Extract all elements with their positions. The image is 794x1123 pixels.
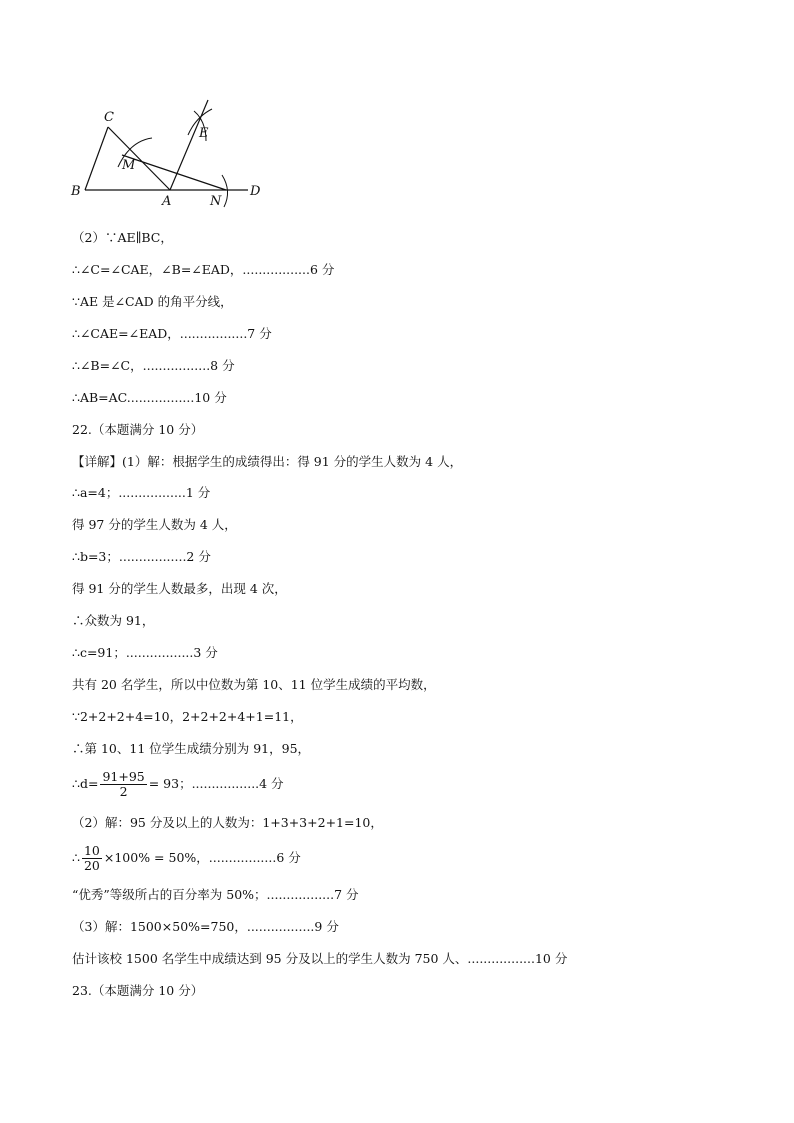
part2-line-3: ∵AE 是∠CAD 的角平分线， [72,294,233,309]
q22-line-11 [72,766,284,802]
rate-result: ×100% = 50%，.................6 分 [103,850,301,865]
part2-line-4: ∴∠CAE=∠EAD，.................7 分 [72,326,272,341]
median-prefix: ∴d= [72,776,99,791]
q22-line-15: （3）解：1500×50%=750，.................9 分 [72,919,339,934]
segment-mn [122,155,226,190]
median-fraction [100,770,146,799]
median-result: = 93；.................4 分 [148,776,284,791]
arc-n [222,175,228,207]
q22-line-7: ∴c=91；.................3 分 [72,645,218,660]
segment-bc [85,127,108,190]
rate-fraction [82,844,102,873]
part2-line-2: ∴∠C=∠CAE，∠B=∠EAD，.................6 分 [72,262,335,277]
label-d: D [250,184,261,199]
q22-line-10: ∴第 10、11 位学生成绩分别为 91，95， [72,741,311,756]
median-denominator: 2 [119,784,128,799]
label-c: C [104,110,114,125]
q22-line-12: （2）解：95 分及以上的人数为：1+3+3+2+1=10， [72,815,383,830]
part2-line-5: ∴∠B=∠C，.................8 分 [72,358,235,373]
q22-line-13 [72,840,301,876]
label-a: A [162,194,172,209]
segment-ca [108,127,170,190]
ray-ae [170,100,208,190]
q22-line-5: 得 91 分的学生人数最多，出现 4 次， [72,581,287,596]
q22-line-14: “优秀”等级所占的百分率为 50%；.................7 分 [72,887,359,902]
q22-line-8: 共有 20 名学生，所以中位数为第 10、11 位学生成绩的平均数， [72,677,436,692]
label-m: M [122,158,136,173]
rate-prefix: ∴ [72,850,80,865]
part2-line-6: ∴AB=AC.................10 分 [72,390,227,405]
geometry-figure [60,95,280,215]
q22-line-3: 得 97 分的学生人数为 4 人， [72,517,237,532]
q22-line-4: ∴b=3；.................2 分 [72,549,211,564]
label-n: N [210,194,222,209]
label-e: E [199,126,209,141]
rate-denominator: 20 [83,858,100,873]
q22-line-9: ∵2+2+2+4=10，2+2+2+4+1=11， [72,709,303,724]
part2-line-1: （2）∵AE∥BC， [72,230,173,245]
label-b: B [71,184,81,199]
q23-title: 23.（本题满分 10 分） [72,983,204,998]
q22-line-2: ∴a=4；.................1 分 [72,485,211,500]
q22-line-6: ∴众数为 91， [72,613,155,628]
q22-title: 22.（本题满分 10 分） [72,422,204,437]
q22-line-1: 【详解】(1）解：根据学生的成绩得出：得 91 分的学生人数为 4 人， [72,454,463,469]
median-numerator: 91+95 [102,769,145,784]
q22-line-16: 估计该校 1500 名学生中成绩达到 95 分及以上的学生人数为 750 人、.................10 分 [72,951,568,966]
rate-numerator: 10 [83,843,100,858]
